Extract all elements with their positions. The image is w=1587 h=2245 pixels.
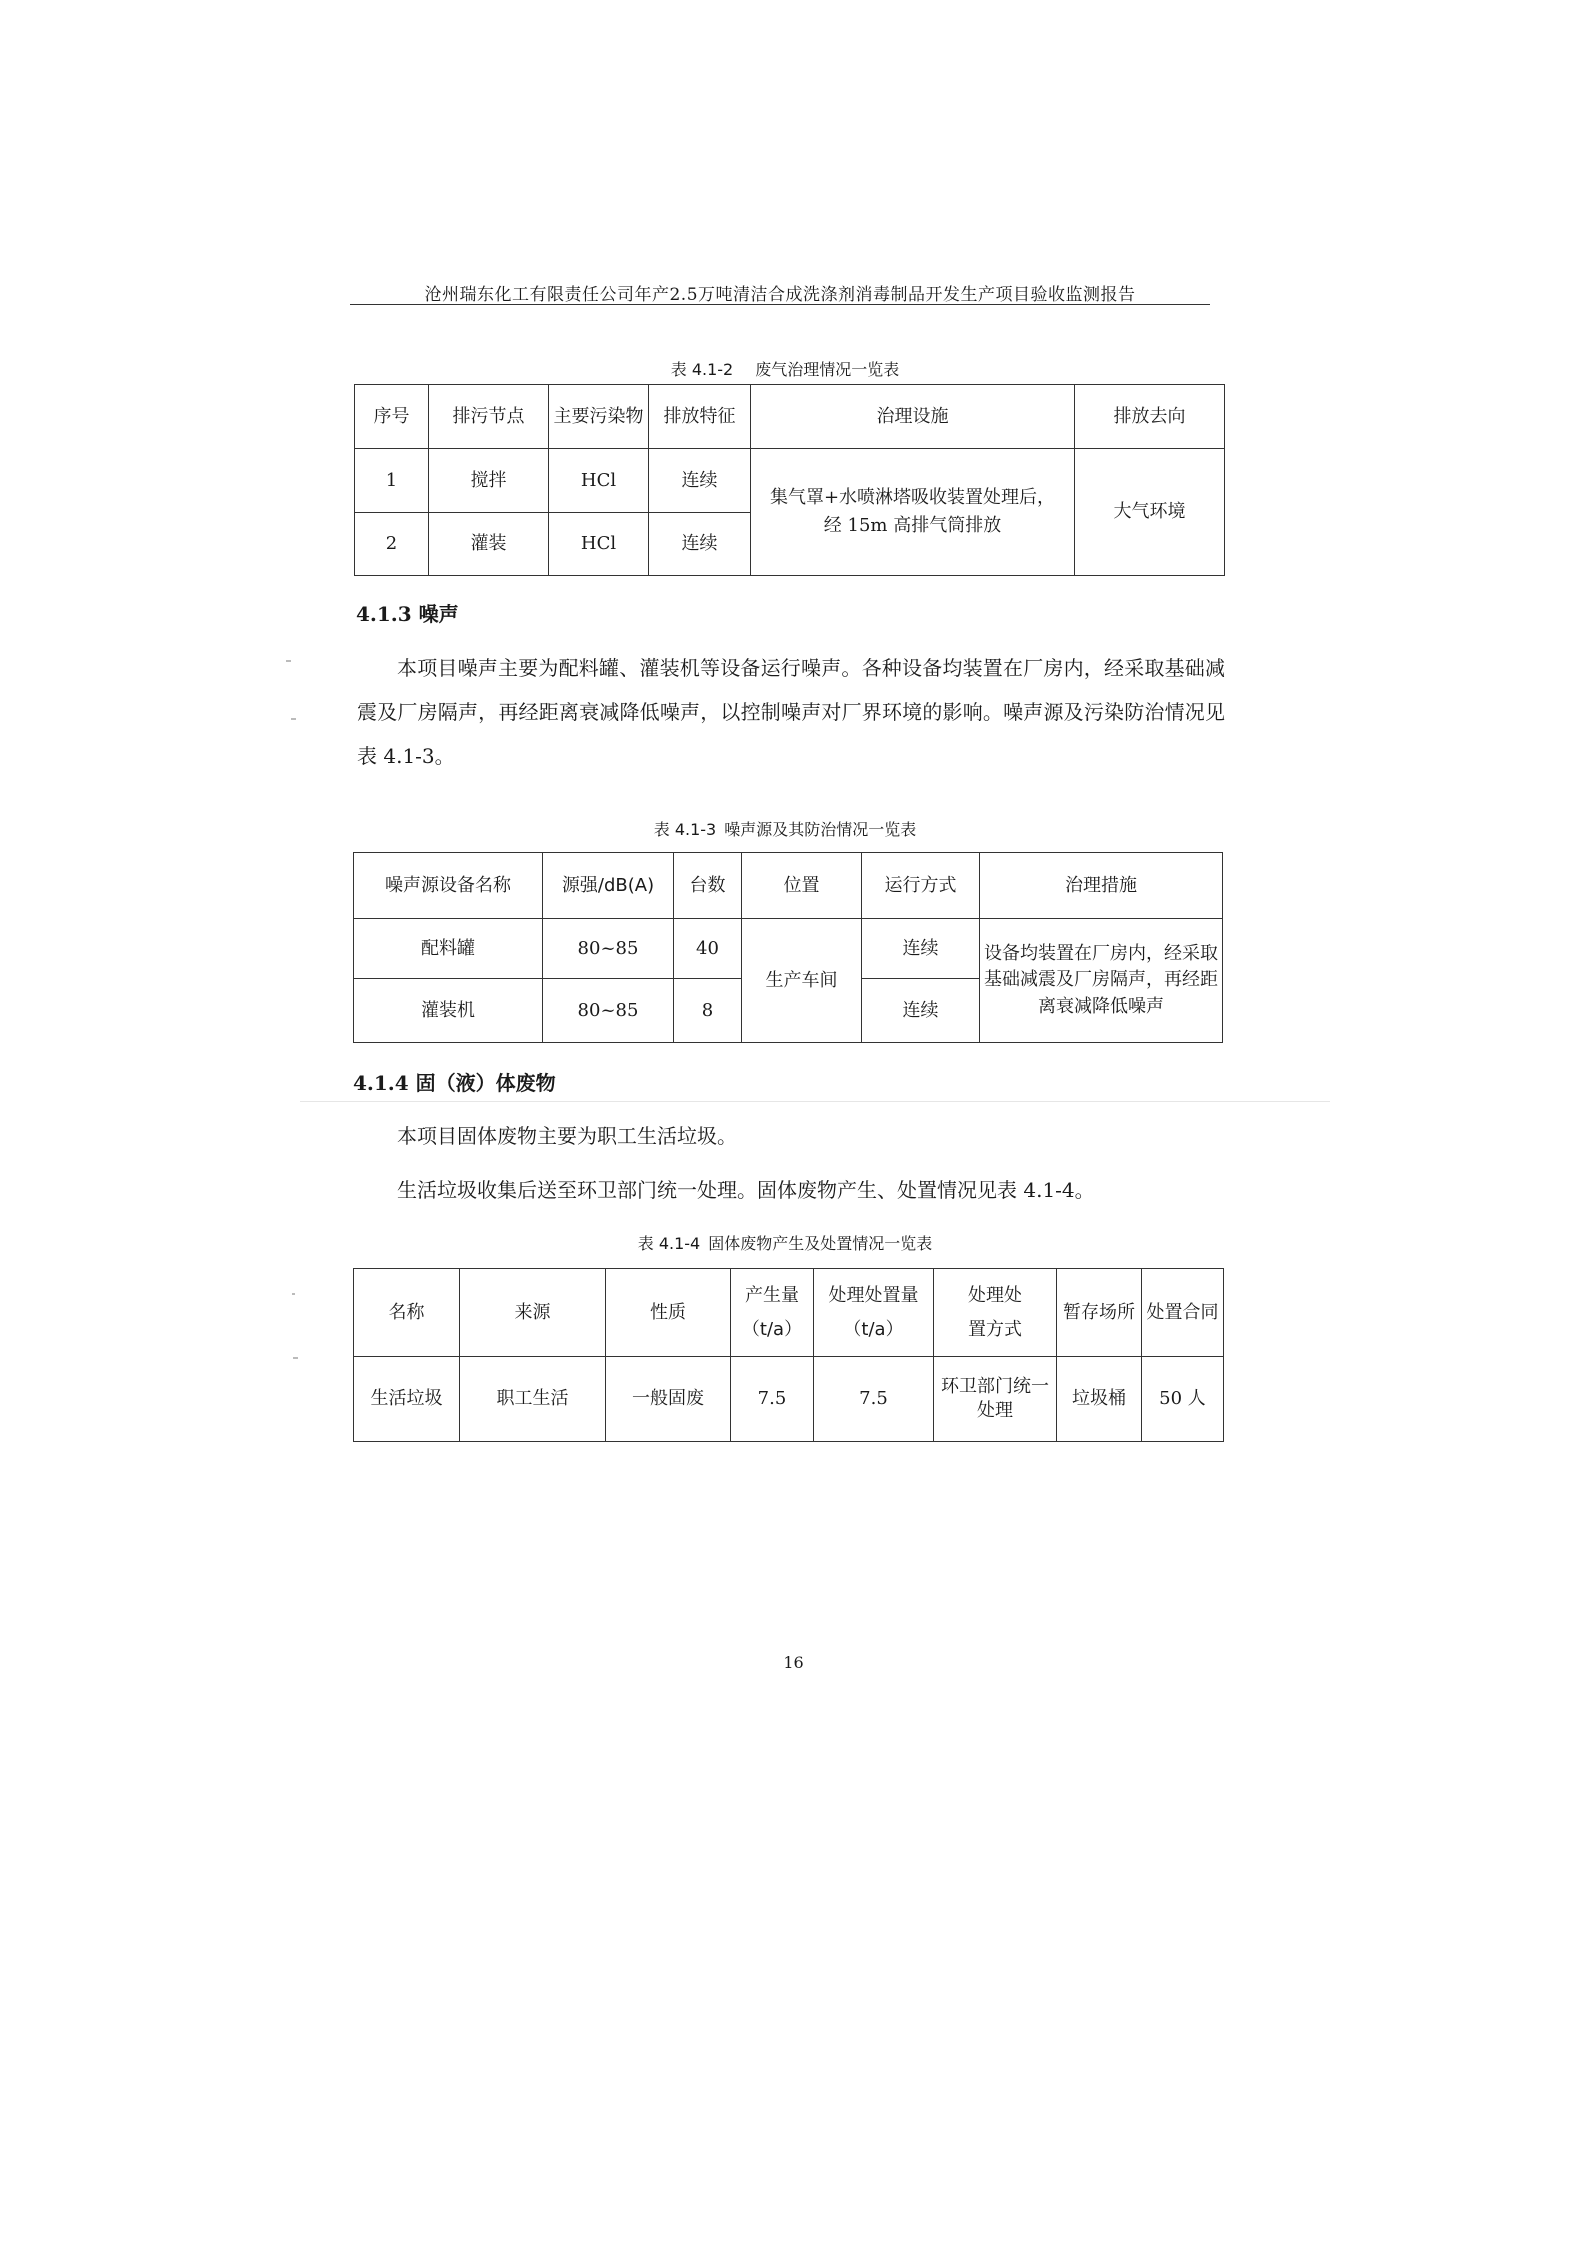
header-cell	[731, 1269, 814, 1357]
caption-number: 表 4.1-4	[637, 1234, 701, 1253]
table-cell: 80~85	[543, 919, 674, 979]
table-cell: 环卫部门统一处理	[934, 1357, 1057, 1442]
header-cell: 噪声源设备名称	[354, 853, 543, 919]
table-cell: 生活垃圾	[354, 1357, 460, 1442]
header-rule	[350, 304, 1210, 305]
location-cell: 生产车间	[742, 919, 862, 1043]
table-4-1-2-caption	[350, 357, 1220, 380]
header-unit: （t/a）	[843, 1318, 904, 1340]
header-cell: 主要污染物	[549, 385, 649, 449]
treatment-facility-cell: 集气罩+水喷淋塔吸收装置处理后，经 15m 高排气筒排放	[751, 449, 1075, 576]
page-number: 16	[783, 1653, 804, 1672]
table-cell: 连续	[649, 513, 751, 576]
header-cell: 排污节点	[429, 385, 549, 449]
header-cell: 处置合同	[1142, 1269, 1224, 1357]
table-cell: HCl	[549, 513, 649, 576]
header-unit: （t/a）	[741, 1318, 803, 1340]
header-line: 处理处	[968, 1284, 1022, 1306]
table-cell: 一般固废	[606, 1357, 731, 1442]
table-cell: 1	[355, 449, 429, 513]
table-4-1-4-caption	[350, 1231, 1220, 1254]
scan-line	[300, 1101, 1330, 1102]
table-4-1-2	[354, 384, 1225, 576]
caption-title: 废气治理情况一览表	[755, 360, 900, 379]
report-header: 沧州瑞东化工有限责任公司年产2.5万吨清洁合成洗涤剂消毒制品开发生产项目验收监测报告	[424, 285, 1136, 305]
table-cell: HCl	[549, 449, 649, 513]
table-cell: 50 人	[1142, 1357, 1224, 1442]
table-row	[355, 449, 1225, 513]
caption-title: 固体废物产生及处置情况一览表	[708, 1234, 933, 1253]
table-cell: 连续	[649, 449, 751, 513]
header-line: 置方式	[968, 1318, 1022, 1340]
table-cell: 搅拌	[429, 449, 549, 513]
section-heading-noise: 4.1.3 噪声	[356, 602, 459, 626]
solid-waste-paragraph-2: 生活垃圾收集后送至环卫部门统一处理。固体废物产生、处置情况见表 4.1-4。	[397, 1178, 1095, 1202]
header-cell: 治理措施	[980, 853, 1223, 919]
table-cell: 40	[674, 919, 742, 979]
header-cell	[934, 1269, 1057, 1357]
header-cell: 位置	[742, 853, 862, 919]
table-4-1-3-caption	[350, 817, 1220, 840]
caption-title: 噪声源及其防治情况一览表	[724, 820, 917, 839]
header-cell: 台数	[674, 853, 742, 919]
header-cell: 源强/dB(A)	[543, 853, 674, 919]
table-cell: 7.5	[731, 1357, 814, 1442]
header-cell: 序号	[355, 385, 429, 449]
header-cell: 暂存场所	[1057, 1269, 1142, 1357]
table-4-1-3	[353, 852, 1223, 1043]
table-cell: 连续	[862, 919, 980, 979]
table-row	[354, 919, 1223, 979]
table-cell: 8	[674, 979, 742, 1043]
header-cell: 排放去向	[1075, 385, 1225, 449]
table-cell: 灌装机	[354, 979, 543, 1043]
table-cell: 2	[355, 513, 429, 576]
header-cell	[814, 1269, 934, 1357]
table-cell: 配料罐	[354, 919, 543, 979]
table-header-row	[354, 1269, 1224, 1357]
scan-speck	[293, 1357, 298, 1359]
solid-waste-paragraph-1: 本项目固体废物主要为职工生活垃圾。	[397, 1124, 737, 1148]
table-cell: 职工生活	[460, 1357, 606, 1442]
table-cell: 灌装	[429, 513, 549, 576]
header-line: 处理处置量	[828, 1284, 919, 1306]
table-cell: 7.5	[814, 1357, 934, 1442]
noise-measure-cell: 设备均装置在厂房内，经采取基础减震及厂房隔声，再经距离衰减降低噪声	[980, 919, 1223, 1043]
header-cell: 名称	[354, 1269, 460, 1357]
table-cell: 连续	[862, 979, 980, 1043]
header-cell: 来源	[460, 1269, 606, 1357]
discharge-destination-cell: 大气环境	[1075, 449, 1225, 576]
header-cell: 性质	[606, 1269, 731, 1357]
header-cell: 排放特征	[649, 385, 751, 449]
table-cell: 垃圾桶	[1057, 1357, 1142, 1442]
scan-speck	[286, 660, 291, 662]
section-heading-solid-waste: 4.1.4 固（液）体废物	[353, 1071, 556, 1095]
header-cell: 运行方式	[862, 853, 980, 919]
table-cell: 80~85	[543, 979, 674, 1043]
caption-number: 表 4.1-2	[670, 360, 734, 379]
scan-speck	[291, 718, 296, 720]
header-line: 产生量	[745, 1284, 799, 1306]
table-header-row	[355, 385, 1225, 449]
caption-number: 表 4.1-3	[653, 820, 717, 839]
table-4-1-4	[353, 1268, 1224, 1442]
table-row	[354, 1357, 1224, 1442]
scan-speck	[292, 1293, 295, 1295]
header-cell: 治理设施	[751, 385, 1075, 449]
table-header-row	[354, 853, 1223, 919]
noise-paragraph: 本项目噪声主要为配料罐、灌装机等设备运行噪声。各种设备均装置在厂房内，经采取基础减震及厂房隔声，再经距离衰减降低噪声，以控制噪声对厂界环境的影响。噪声源及污染防治情况见表 4.1-3。	[357, 656, 1225, 768]
